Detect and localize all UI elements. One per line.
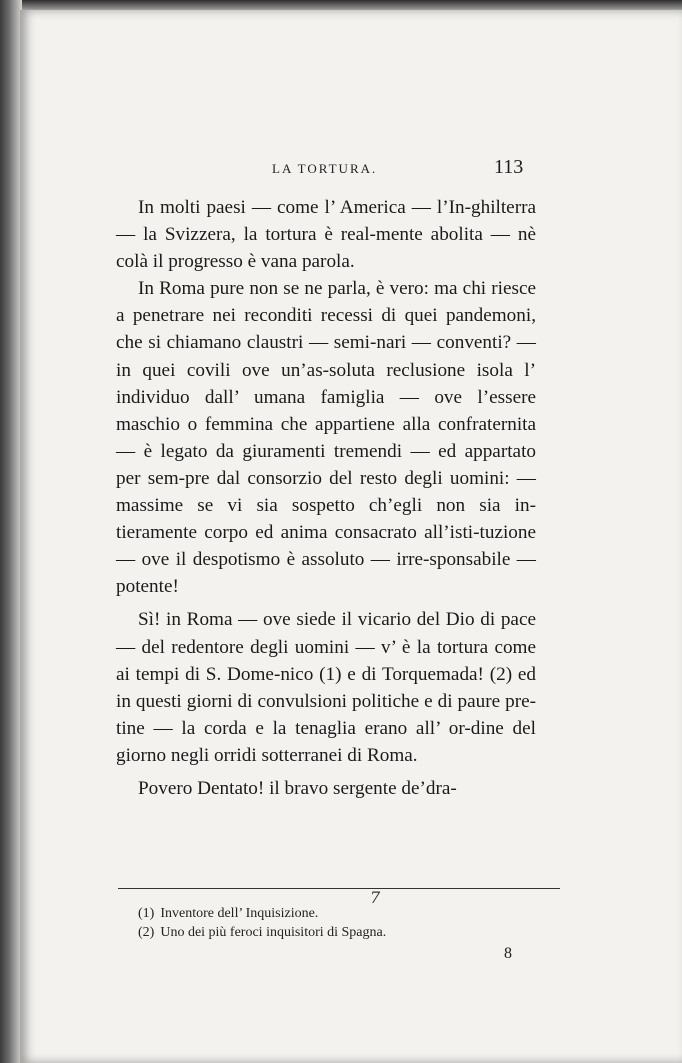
body-text — [116, 194, 536, 802]
scan-binding-edge — [0, 0, 22, 1063]
footnote-text: Inventore dell’ Inquisizione. — [160, 906, 319, 921]
paragraph-4: Povero Dentato! il bravo sergente de’dra- — [138, 777, 457, 799]
footnote-2 — [138, 923, 538, 942]
footnotes — [138, 904, 538, 942]
footnote-mark: (2) — [138, 925, 155, 940]
footnote-text: Uno dei più feroci inquisitori di Spagna. — [160, 925, 387, 940]
book-page — [20, 10, 682, 1063]
paragraph-2: In Roma pure non se ne parla, è vero: ma chi riesce a penetrare nei reconditi recessi di quei pandemoni, che si chiamano claustri — semi-nari — conventi? — in quei covili ove un’as-soluta reclusione isola l’ individuo dall’ umana famiglia — ove l’essere maschio o femmina che appartiene alla confraternita — è legato da giuramenti tremendi — ed appartato per sem-pre dal consorzio del resto degli uomini: — massime se vi sia sospetto ch’egli non sia in-tieramente corpo ed anima consacrato all’isti-tuzione — ove il despotismo è assoluto — irre-sponsabile — potente! — [116, 278, 536, 598]
footnote-rule — [118, 888, 560, 889]
handwritten-mark: 7 — [370, 888, 381, 907]
paragraph-1: In molti paesi — come l’ America — l’In-ghilterra — la Svizzera, la tortura è real-mente abolita — nè colà il progresso è vana parola. — [116, 197, 536, 273]
running-head — [20, 156, 682, 183]
running-title: LA TORTURA. — [272, 161, 378, 176]
page-number: 113 — [494, 156, 524, 178]
footnote-mark: (1) — [138, 906, 155, 921]
paragraph-3: Sì! in Roma — ove siede il vicario del Dio di pace — del redentore degli uomini — v’ è la tortura come ai tempi di S. Dome-nico (1) e di Torquemada! (2) ed in questi giorni di convulsioni politiche e di paure pre-tine — la corda e la tenaglia erano all’ or-dine del giorno negli orridi sotterranei di Roma. — [116, 609, 536, 766]
footnote-1 — [138, 904, 538, 923]
signature-mark: 8 — [504, 945, 512, 962]
